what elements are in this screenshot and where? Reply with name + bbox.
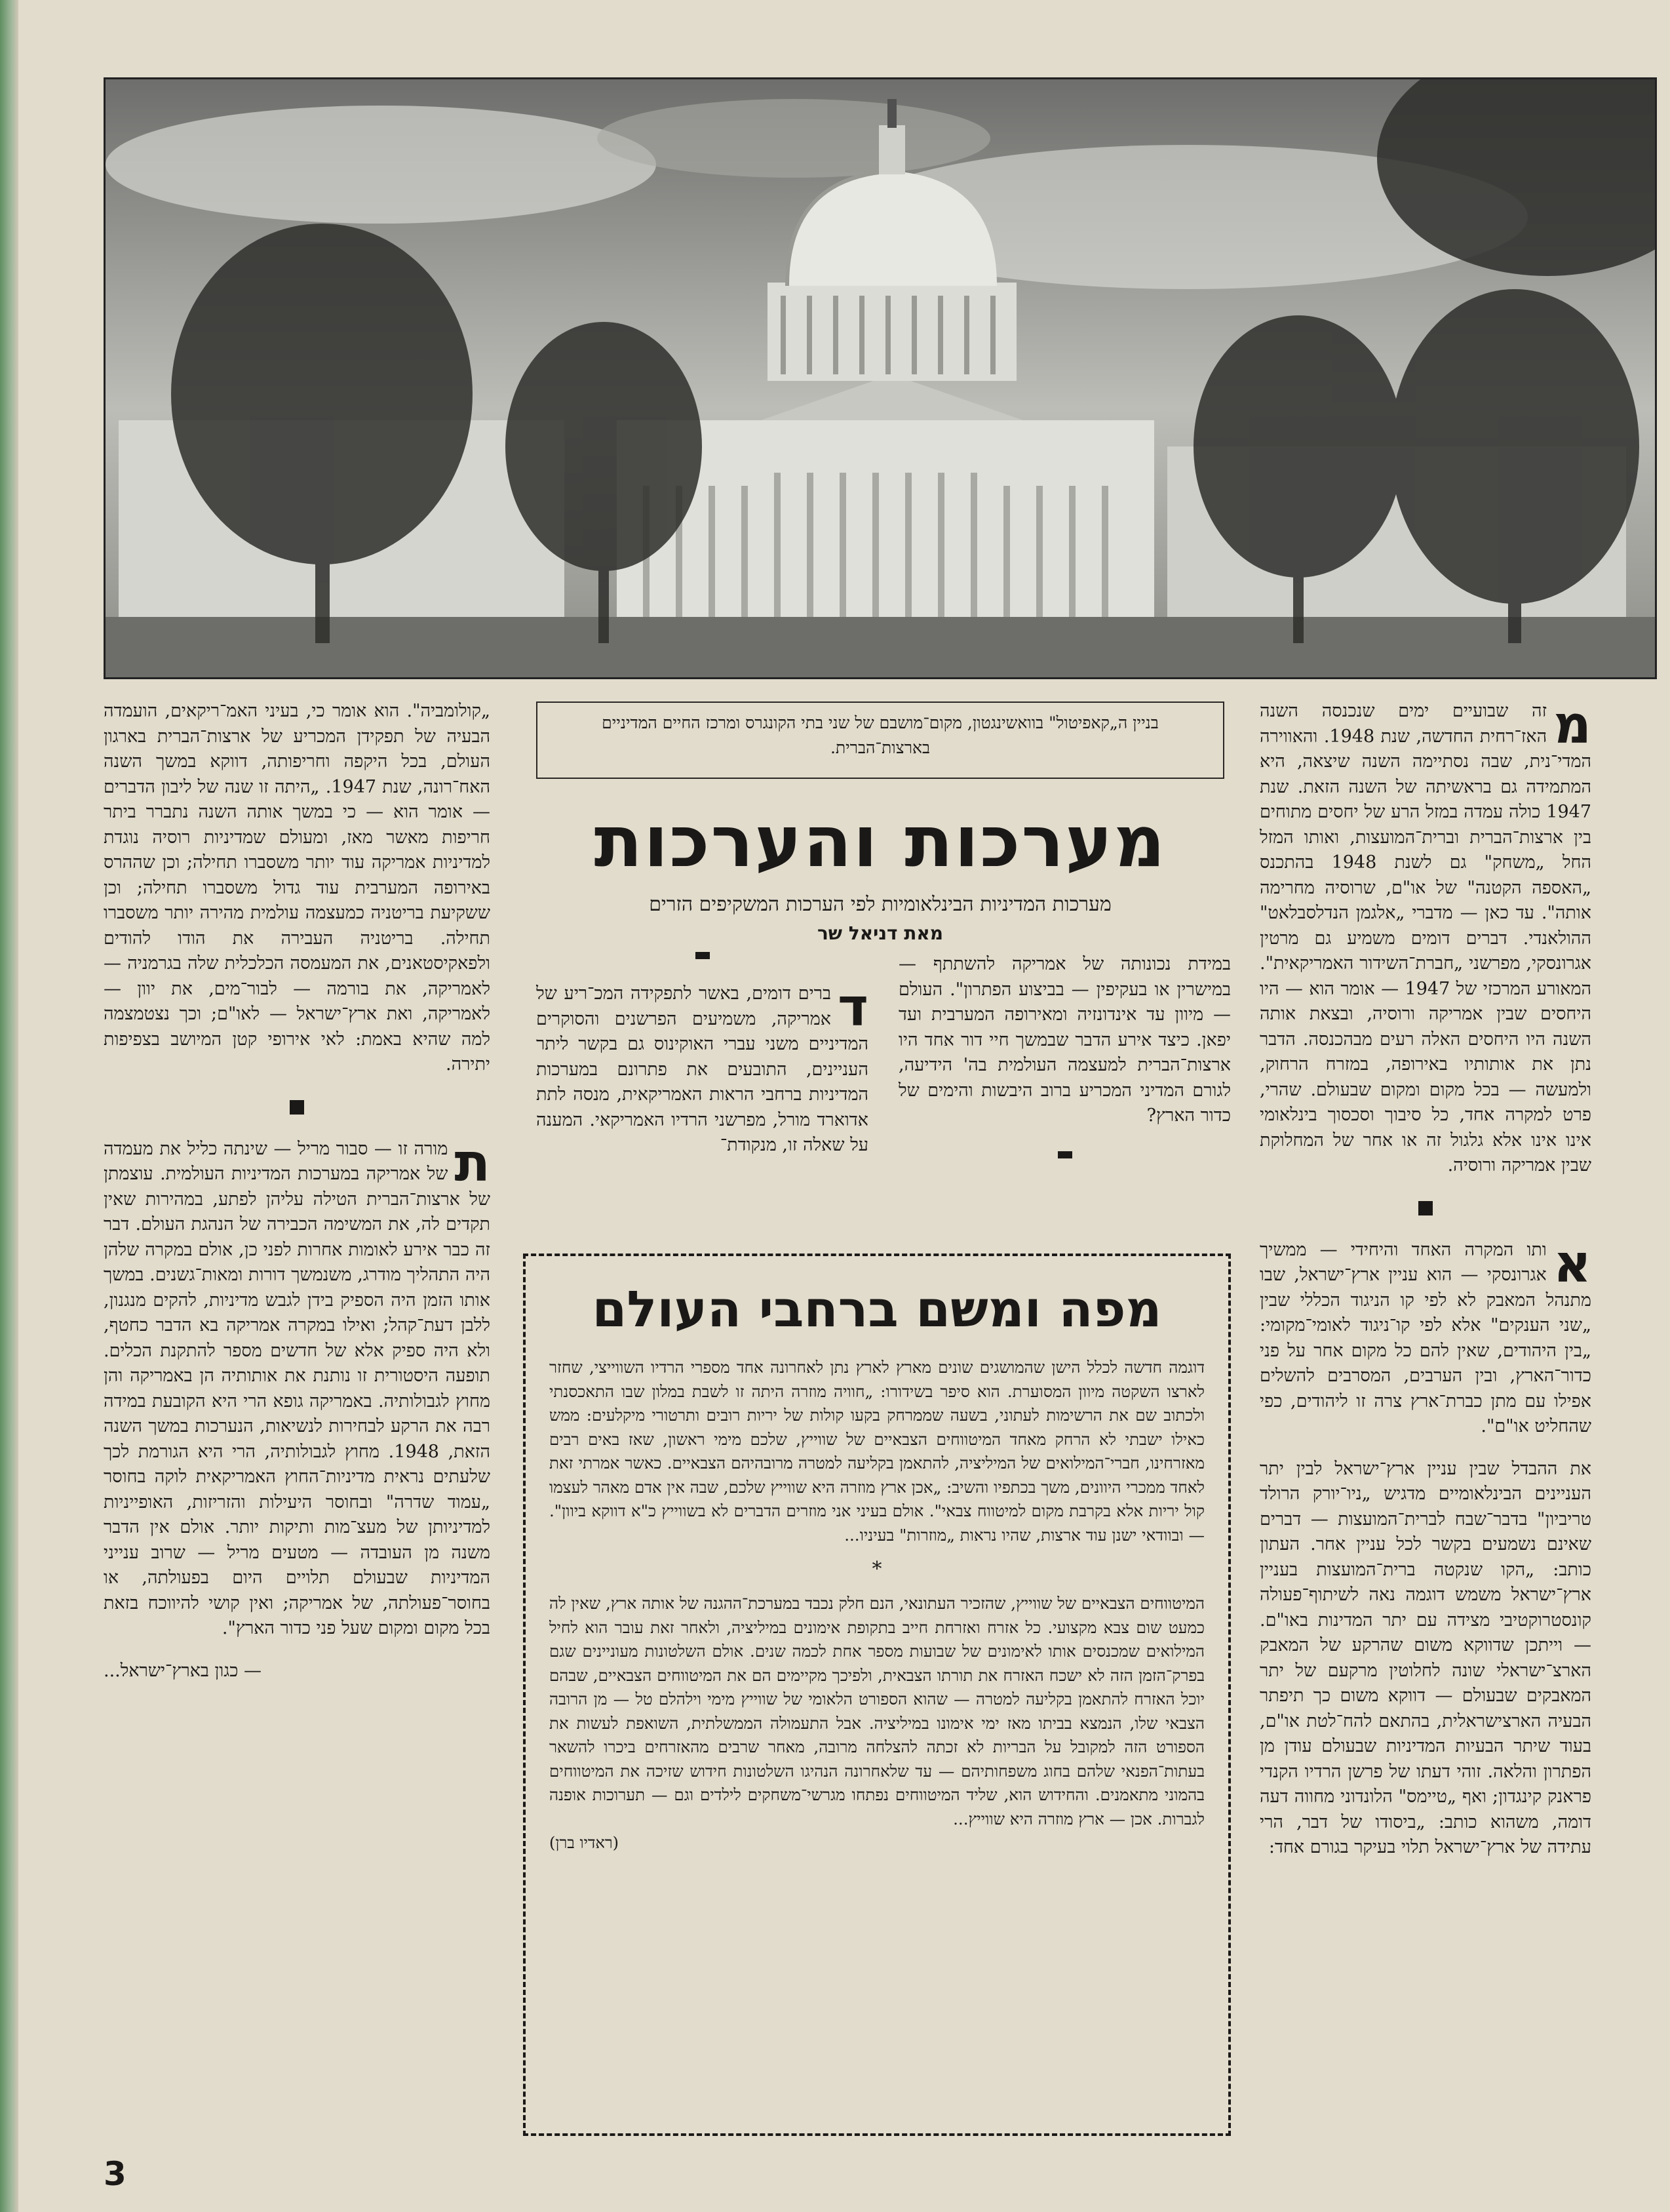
dropcap-alef: א (1553, 1233, 1591, 1294)
section-separator (1418, 1201, 1433, 1215)
article-subtitle: מערכות המדיניות הבינלאומיות לפי הערכות המשקיפים הזרים (649, 893, 1112, 916)
sidebar-box-paragraph-1: דוגמה חדשה לכלל הישן שהמושגים שונים מארץ לארץ נתן לאחרונה אחד מספרי הרדיו השווייצי, שחזר לארצו השקטה מיוון המסוערת. הוא סיפר בשידורו: „חוויה מוזרה היתה זו לשבת במלון שבו התאכסנתי ולכתוב שם את הרשימות לעתוני, בשעה שממרחק בקעו קולות של יריות רובים ותרטורי מיקלעים: ממש כאילו ישבתי לא הרחק מאחד המיטווחים הצבאיים של שווייץ, שלכם מימי ראשון, שאז באים רבים מאזרחינו, חברי־המילואים של המיליציה, להתאמן בקליעה למטרה מרובהיהם הצבאיים. כאשר אמרתי זאת לאחד ממכרי היוונים, משך בכתפיו והשיב: „אכן ארץ מוזרה היא שווייץ שלכם, שבה אין אדם מאהר לעצמו קול יריות אלא בקרבת מקום למיטווח צבאי". אולם בעיני אני מוזרים הדברים לא בשווייץ כ"א דווקא ביוון". — ובוודאי ישנן עוד ארצות, שהיו נראות „מוזרות" בעיניו... (549, 1358, 1205, 1545)
left-column-paragraph-2 (104, 1132, 490, 1642)
right-column (1260, 694, 1591, 2141)
capitol-photo (104, 77, 1657, 679)
sidebar-box (523, 1254, 1231, 2136)
newspaper-page (18, 0, 1670, 2212)
capitol-building-illustration (106, 79, 1655, 677)
section-separator (290, 1100, 304, 1115)
dropcap-tav: ת (454, 1132, 490, 1193)
right-column-paragraph-1 (1260, 694, 1591, 1179)
middle-column-paragraph-2 (536, 977, 868, 1158)
left-column-text-2: מורה זו — סבור מריל — שינתה כליל את מעמדה של אמריקה במערכות המדיניות העולמית. עוצמתן של ארצות־הברית הטילה עליהן לפתע, במהירות שאין תקדים לה, את המשימה הכבירה של הנהגת העולם. דבר זה כבר אירע לאומות אחרות לפני כן, אולם במקרה שלהן היה התהליך מודרג, משנמשך דורות ומאות־גשנים. במשך אותו הזמן היה הספיק בידן לגבש מדיניות, להקים מנגנון, ללבן דעת־קהל; ואילו במקרה אמריקה בא הדבר כחטף, ולא היה ספיק אלא של חדשים מספר להתקנת הכלים. תופעה היסטורית זו נותנת את אותותיה הן באמריקה והן מחוץ לגבולותיה. באמריקה גופא הרי היא הקובעת במידה רבה את הרקע לבחירות לנשיאות, הנערכות במשך השנה הזאת, 1948. מחוץ לגבולותיה, הרי היא הגורמת לכך שלעתים נראית מדיניות־החוץ האמריקאית לוקה בחוסר „עמוד שדרה" ובחוסר היעילות והזריזות, האופייניות למדיניותן של מעצ־מות ותיקות יותר. אולם אין הדבר משנה מן העובדה — מטעים מריל — שרוב ענייני המדיניות שבעולם תלויים היום בפעולתה, או בחוסר־פעולתה, של אמריקה; ואין קושי להיווכח בזאת בכל מקום ומקום שעל פני כדור הארץ". (104, 1138, 490, 1638)
left-column-closing: — כגון בארץ־ישראל... (104, 1660, 262, 1681)
sidebar-box-source: (ראדיו ברן) (549, 1834, 619, 1852)
sidebar-box-asterisk: * (872, 1558, 882, 1581)
right-column-text-2: ותו המקרה האחד והיחידי — ממשיך אגרונסקי — הוא עניין ארץ־ישראל, שבו מתנהל המאבק לא לפי קו הניגוד הכללי שבין „שני הענקים" אלא לפי קו־ניגוד לאומי־מקומי: „בין היהודים, שאין להם כל מקום אחר על פני כדור־הארץ, ובין הערבים, המסרבים להשלים אפילו עם מתן כברת־ארץ צרה זו ליהודים, כפי שהחליט או"ם". (1260, 1239, 1591, 1436)
sidebar-box-paragraph-2: המיטווחים הצבאיים של שווייץ, שהזכיר העתונאי, הנם חלק נכבד במערכת־ההגנה של אותה ארץ, שאין לה כמעט שום צבא מקצועי. כל אזרח ואזרחת חייב בתקופת אימונים במיליציה, ולאחר זאת עובר הוא לחיל המילואים שמכנסים אותו לאימונים של שבועות מספר אחת לכמה שנים. אולם השלטונות מעוניינים שגם בפרק־הזמן הזה לא ישכח האזרח את תורתו הצבאית, ולפיכך מקיימים הם את המיטווחים הצבאיים, שבהם יוכל האזרח להתאמן בקליעה למטרה — שהוא הספורט הלאומי של שווייץ מימי וילהלם טל — מן הרובה הצבאי שלו, הנמצא בביתו מאז ימי אימונו במיליציה. אבל התעמולה הממשלתית, השואפת לעשות את הספורט הזה למקובל על הבריות לא זכתה להצלחה מרובה, מאחר שרבים מהאזרחים ביכרו להשאר בעתות־הפנאי שלהם בחוג משפחותיהם — עד שלאחרונה הנהיגו השלטונות חידוש שזיכה את המיטווחים בהמוני מתאמנים. והחידוש הוא, שליד המיטווחים נפתחו מגרשי־משחקים לילדים וגם — תערוכות אופנה לגברות. אכן — ארץ מוזרה היא שווייץ... (549, 1594, 1205, 1828)
left-column-text-1: „קולומביה". הוא אומר כי, בעיני האמ־ריקאים, הועמדה הבעיה של תפקידן המכריע של ארצות־הברית בארגון העולם, בכל היקפה וחריפותה, דווקא במשך השנה האח־רונה, שנת 1947. „היתה זו שנה של ליבון הדברים — אומר הוא — כי במשך אותה השנה נתברר ביתר חריפות מאשר מאז, ומעולם שמדיניות רוסיה נוגדת למדיניות אמריקה עוד יותר משסברו תחילה; וכן שההרס באירופה המערבית עוד גדול משסברו תחילה; וכן ששקיעת בריטניה כמעצמה עולמית מהירה יותר משסברו תחילה. בריטניה העבירה את הודו להודים ולפאקיסטאנים, את המעמסה הכלכלית שלה בגרמניה — לאמריקה, את בורמה — לבור־מים, את יוון — לאמריקה, ואת ארץ־ישראל — לאו"ם; וכך נצטמצמה למה שהיא באמת: לאי אירופי קטן המיושב בצפיפות יתירה. (104, 701, 490, 1075)
photo-caption: בניין ה„קאפיטול" בוואשינגטון, מקום־מושבם של שני בתי הקונגרס ומרכז החיים המדיניים בארצות־הברית. (536, 701, 1224, 779)
right-column-text-1: זה שבועיים ימים שנכנסה השנה האז־רחית החדשה, שנת 1948. והאווירה המדי־נית, שבה נסתיימה השנה שיצאה, היא המתמידה גם בראשיתה של השנה הזאת. שנת 1947 כולה עמדה במזל הרע של יחסים מתוחים בין ארצות־הברית וברית־המועצות, ואותו המזל החל „משחק" גם לשנת 1948 בהתכנס „האספה הקטנה" של או"ם, שרוסיה מחרימה אותה". עד כאן — מדברי „אלגמן הנדלסבלאט" ההולאנדי. דברים דומים משמיע גם מרטין אגרונסקי, מפרשני „חברת־השידור האמריקאית". המאורע המרכזי של 1947 — אומר הוא — היו היחסים שבין אמריקה ורוסיה, ובצאת אותה השנה היו היחסים האלה רעים מבהכנסה. הדבר נתן את אותותיו באירופה, במזרח הרחוק, ולמעשה — בכל מקום ומקום שבעולם. שהרי, פרט למקרה אחד, כל סיבוך וסכסוך בינלאומי אינו אינו אלא גלגול זה או אחר של המחלוקת שבין אמריקה ורוסיה. (1260, 701, 1591, 1175)
right-column-paragraph-2 (1260, 1233, 1591, 1440)
sidebar-box-body (549, 1356, 1205, 1855)
article-byline: מאת דניאל שר (817, 922, 944, 944)
dropcap-dalet: ד (837, 977, 868, 1038)
page-number: 3 (104, 2155, 126, 2193)
sidebar-box-title: מפה ומשם ברחבי העולם (592, 1280, 1162, 1338)
right-column-paragraph-3: את ההבדל שבין עניין ארץ־ישראל לבין יתר העניינים הבינלאומיים מדגיש „ניו־יורק הרולד טריביון" בדבר־שבח לברית־המועצות — דברים שאינם נשמעים בקשר לכל עניין אחר. העתון כותב: „הקו שנקטה ברית־המועצות בעניין ארץ־ישראל משמש דוגמה נאה לשיתוף־פעולה קונסטרוקטיבי מצידה עם יתר המדינות באו"ם. — וייתכן שדווקא משום שהרקע של המאבק הארצ־ישראלי שונה לחלוטין מרקעם של יתר המאבקים שבעולם — דווקא משום כך תיפתר הבעיה הארצישראלית, בהתאם להח־לטת או"ם, בעוד שיתר הבעיות המדיניות שבעולם עודן מן הפתרון והלאה. זוהי דעתו של פרשן הרדיו הקנדי פראנק קינגדון; ואף „טיימס" הלונדוני מחווה דעה דומה, משהוא כותב: „ביסודו של דבר, הרי עתידה של ארץ־ישראל תלוי בעיקר בגורם אחד: (1260, 1458, 1591, 1857)
left-column (104, 699, 490, 2141)
middle-column-text-1: במידת נכונותה של אמריקה להשתתף — במישרין או בעקיפין — בביצוע הפתרון". העולם — מיוון עד אינדונזיה ומאירופה המערבית ועד יפאן. כיצד אירע הדבר שבמשך חיי דור אחד היו ארצות־הברית למעצמה העולמית בה' הידיעה, לגורם המדיני המכריע ברוב היבשות והימים של כדור הארץ? (899, 954, 1231, 1126)
dropcap-mem: מ (1553, 694, 1591, 755)
article-title: מערכות והערכות (594, 801, 1167, 883)
middle-column-text-2: ברים דומים, באשר לתפקידה המכ־ריע של אמריקה, משמיעים הפרשנים והסוקרים המדיניים משני עברי האוקינוס גם בקשר ליתר העניינים, התובעים את פתרונם במערכות המדיניות ברחבי הראות האמריקאית, מנסה לתת אדוארד מורל, מפרשני הרדיו האמריקאי. המענה על שאלה זו, מנקודת־ (536, 983, 868, 1155)
middle-column (536, 952, 1231, 1234)
adjacent-page-edge (0, 0, 18, 2212)
